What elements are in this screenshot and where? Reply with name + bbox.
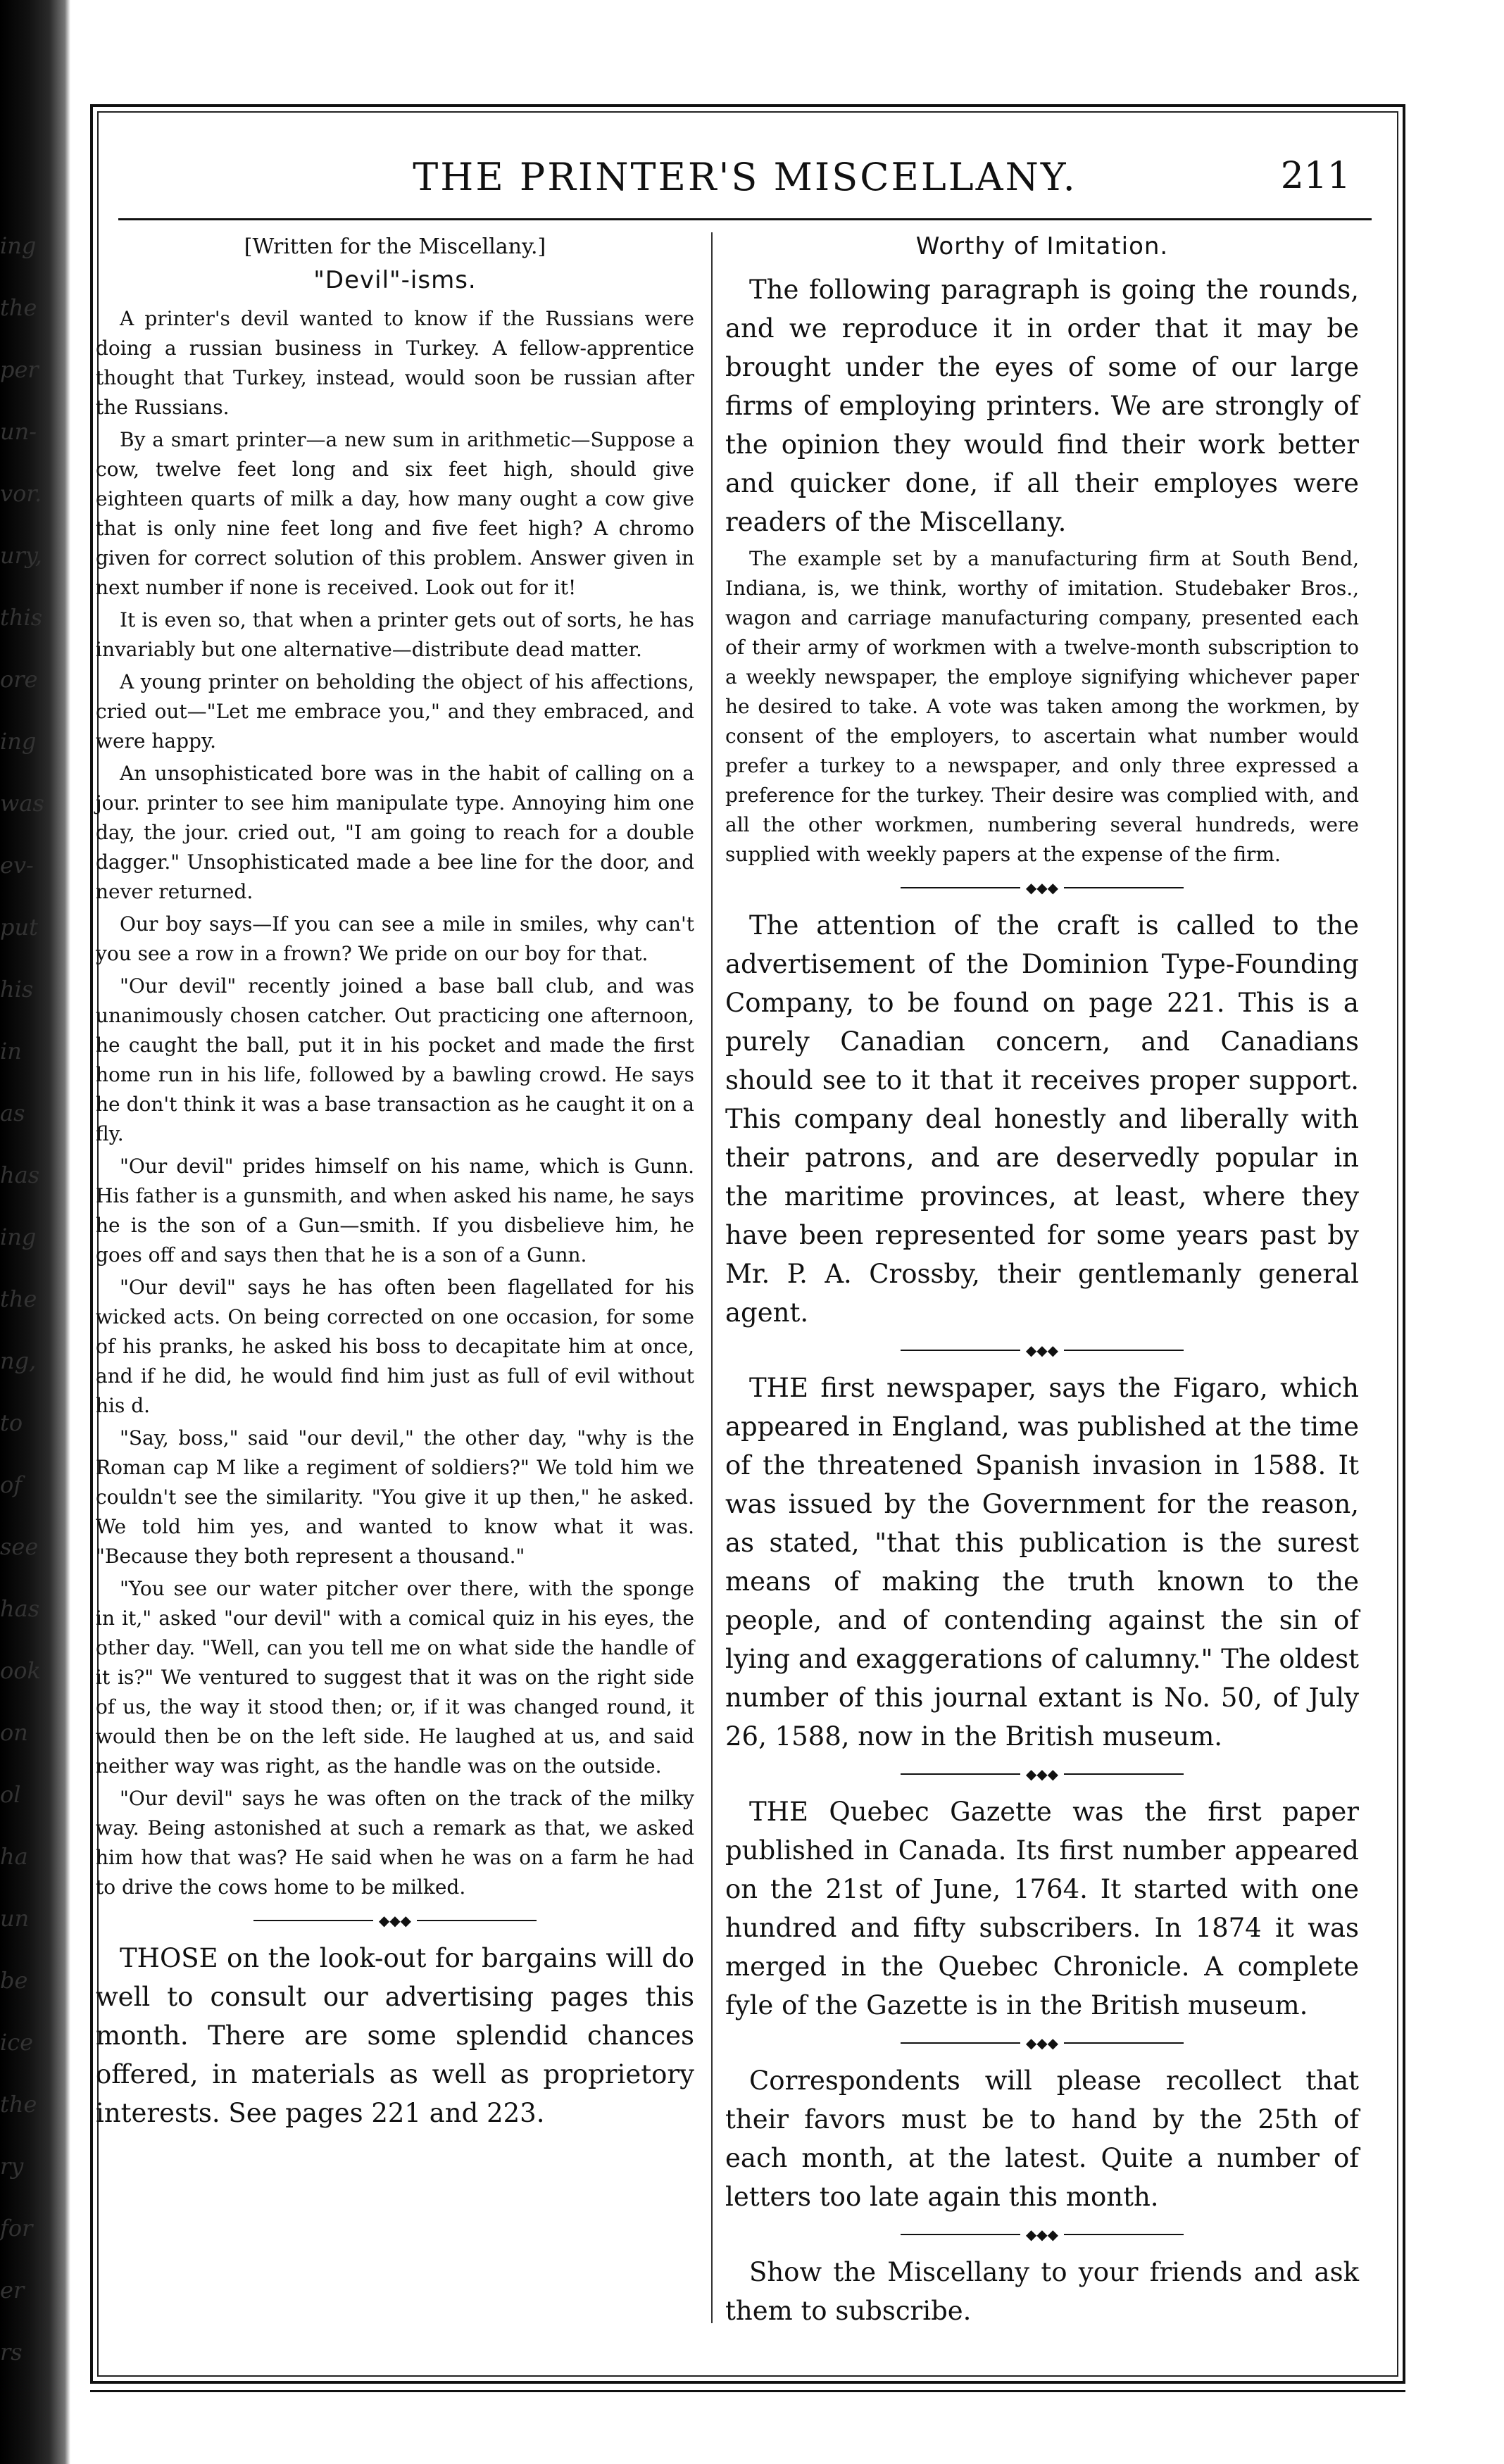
gutter-fragment: this <box>0 604 43 631</box>
gutter-fragment: to <box>0 1409 23 1436</box>
gutter-fragment: ev- <box>0 852 34 879</box>
gutter-fragment: ing <box>0 1224 37 1250</box>
devilism-paragraph: "Say, boss," said "our devil," the other day, "why is the Roman cap M like a regiment of soldiers?" We told him we couldn't see the similarity. "You give it up then," he asked. We told him yes, and wanted to know what it was. "Because they both represent a thousand." <box>96 1426 694 1568</box>
gutter-fragment: rs <box>0 2339 23 2365</box>
article-title: "Devil"-isms. <box>313 266 477 294</box>
gutter-fragment: in <box>0 1038 22 1064</box>
article-body <box>96 304 694 1902</box>
gutter-fragment: per <box>0 356 39 383</box>
gutter-fragment: ng, <box>0 1347 37 1374</box>
devilism-paragraph: Our boy says—If you can see a mile in smiles, why can't you see a row in a frown? We pride on our boy for that. <box>96 912 694 965</box>
running-head <box>90 106 1400 218</box>
gutter-fragment: was <box>0 790 44 817</box>
dominion-notice: The attention of the craft is called to the advertisement of the Dominion Type-Founding Company, to be found on page 221. This is a purely Canadian concern, and Canadians should see to it that it receives proper support. This company deal honestly and liberally with their patrons, and are deservedly popular in the maritime provinces, at least, where they have been represented for some years past by Mr. P. A. Crossby, their gentlemanly general agent. <box>725 910 1359 1328</box>
gutter-fragment: see <box>0 1533 39 1560</box>
devilism-paragraph: "Our devil" says he has often been flagellated for his wicked acts. On being corrected on one occasion, for some of his pranks, he asked his boss to decapitate him at once, and if he did, he would find him just as full of evil without his d. <box>96 1276 694 1417</box>
gutter-fragment: ol <box>0 1781 21 1808</box>
left-column <box>96 232 694 2135</box>
gutter-fragment: as <box>0 1100 25 1126</box>
section-ornament: ◆◆◆ <box>725 1766 1359 1780</box>
worthy-quote: The example set by a manufacturing firm at South Bend, Indiana, is, we think, worthy of imitation. Studebaker Bros., wagon and carriage manufacturing company, presented each of their army of workmen with a twelve-month subscription to a weekly newspaper, the employe signifying whichever paper he desired to take. A vote was taken among the workmen, by consent of the employers, to ascertain what number would prefer a turkey to a newspaper, and only three expressed a preference for the turkey. Their desire was complied with, and all the other workmen, numbering several hundreds, were supplied with weekly papers at the expense of the firm. <box>725 547 1359 866</box>
devilism-paragraph: "Our devil" says he was often on the track of the milky way. Being astonished at such a remark as that, we asked him how that was? He said when he was on a farm he had to drive the cows home to be milked. <box>96 1787 694 1899</box>
gutter-fragment: ing <box>0 728 37 755</box>
worthy-title: Worthy of Imitation. <box>915 232 1169 260</box>
gutter-fragment: the <box>0 294 37 321</box>
section-ornament: ◆◆◆ <box>725 1342 1359 1356</box>
devilism-paragraph: "Our devil" recently joined a base ball club, and was unanimously chosen catcher. Out practicing one afternoon, he caught the ball, put it in his pocket and made the first home run in his life, followed by a bawling crowd. He says he don't think it was a base transaction as he caught it on a fly. <box>96 974 694 1145</box>
devilism-paragraph: A printer's devil wanted to know if the Russians were doing a russian business in Turkey. A fellow-apprentice thought that Turkey, instead, would soon be russian after the Russians. <box>96 307 694 419</box>
gutter-fragment: ury, <box>0 542 42 569</box>
gutter-fragment: ha <box>0 1843 28 1870</box>
devilism-paragraph: A young printer on beholding the object of his affections, cried out—"Let me embrace you," and they embraced, and were happy. <box>96 670 694 753</box>
column-divider <box>711 232 713 2323</box>
gutter-fragment: his <box>0 976 34 1002</box>
gutter-fragment: be <box>0 1967 28 1994</box>
gutter-fragment: the <box>0 1286 37 1312</box>
gutter-fragment: ice <box>0 2029 34 2056</box>
gutter-fragment: er <box>0 2277 25 2303</box>
gutter-fragment: vor. <box>0 480 42 507</box>
gutter-fragment: has <box>0 1595 40 1622</box>
devilism-paragraph: "Our devil" prides himself on his name, which is Gunn. His father is a gunsmith, and when asked his name, he says he is the son of a Gun—smith. If you disbelieve him, he goes off and says then that he is a son of a Gunn. <box>96 1155 694 1266</box>
section-ornament: ◆◆◆ <box>725 879 1359 893</box>
right-column <box>725 232 1359 2333</box>
gutter-fragment: un- <box>0 418 37 445</box>
gutter-fragment: ry <box>0 2153 24 2180</box>
devilism-paragraph: "You see our water pitcher over there, with the sponge in it," asked "our devil" with a comical quiz in his eyes, the other day. "Well, can you tell me on what side the handle of it is?" We ventured to suggest that it was on the right side of us, the way it stood then; or, if it was changed round, it would then be on the left side. He laughed at us, and said neither way was right, as the handle was on the outside. <box>96 1577 694 1778</box>
section-ornament: ◆◆◆ <box>96 1912 694 1926</box>
devilism-paragraph: An unsophisticated bore was in the habit of calling on a jour. printer to see him manipulate type. Annoying him one day, the jour. cried out, "I am going to reach for a double dagger." Unsophisticated made a bee line for the door, and never returned. <box>96 762 694 903</box>
bottom-rule <box>90 2390 1405 2392</box>
worthy-intro: The following paragraph is going the rounds, and we reproduce it in order that it may be brought under the eyes of some of our large firms of employing printers. We are strongly of the opinion they would find their work better and quicker done, if all their employes were readers of the Miscellany. <box>725 275 1359 537</box>
page-number: 211 <box>1280 155 1351 197</box>
gutter-fragment: for <box>0 2215 33 2242</box>
gutter-fragment: ing <box>0 232 37 259</box>
section-ornament: ◆◆◆ <box>725 2035 1359 2049</box>
gutter-fragment: un <box>0 1905 30 1932</box>
gutter-fragment: has <box>0 1162 40 1188</box>
page-title: THE PRINTER'S MISCELLANY. <box>413 155 1077 199</box>
article-credit: [Written for the Miscellany.] <box>244 234 546 259</box>
header-rule <box>118 218 1372 220</box>
first-newspaper-notice: THE first newspaper, says the Figaro, which appeared in England, was published at the time of the threatened Spanish invasion in 1588. It was issued by the Government for the reason, as stated, "that this publication is the surest means of making the truth known to the people, and of contending against the sin of lying and exaggerations of calumny." The oldest number of this journal extant is No. 50, of July 26, 1588, now in the British museum. <box>725 1373 1359 1752</box>
gutter-fragment: on <box>0 1719 28 1746</box>
correspondents-notice: Correspondents will please recollect that their favors must be to hand by the 25th of each month, at the latest. Quite a number of letters too late again this month. <box>725 2066 1359 2212</box>
subscribe-notice: Show the Miscellany to your friends and ask them to subscribe. <box>725 2257 1359 2326</box>
devilism-paragraph: By a smart printer—a new sum in arithmetic—Suppose a cow, twelve feet long and six feet high, should give eighteen quarts of milk a day, how many ought a cow give that is only nine feet long and five feet high? A chromo given for correct solution of this problem. Answer given in next number if none is received. Look out for it! <box>96 428 694 599</box>
gutter-fragment: put <box>0 914 38 941</box>
gutter-fragment: ore <box>0 666 38 693</box>
gutter-fragment: of <box>0 1471 23 1498</box>
quebec-gazette-notice: THE Quebec Gazette was the first paper published in Canada. Its first number appeared on the 21st of June, 1764. It started with one hundred and fifty subscribers. In 1874 it was merged in the Quebec Chronicle. A complete fyle of the Gazette is in the British museum. <box>725 1797 1359 2020</box>
gutter-fragment: ook <box>0 1657 41 1684</box>
gutter-fragment: the <box>0 2091 37 2118</box>
section-ornament: ◆◆◆ <box>725 2226 1359 2240</box>
devilism-paragraph: It is even so, that when a printer gets out of sorts, he has invariably but one alternative—distribute dead matter. <box>96 608 694 661</box>
bargains-notice: THOSE on the look-out for bargains will do well to consult our advertising pages this month. There are some splendid chances offered, in materials as well as proprietory interests. See pages 221 and 223. <box>96 1943 694 2128</box>
